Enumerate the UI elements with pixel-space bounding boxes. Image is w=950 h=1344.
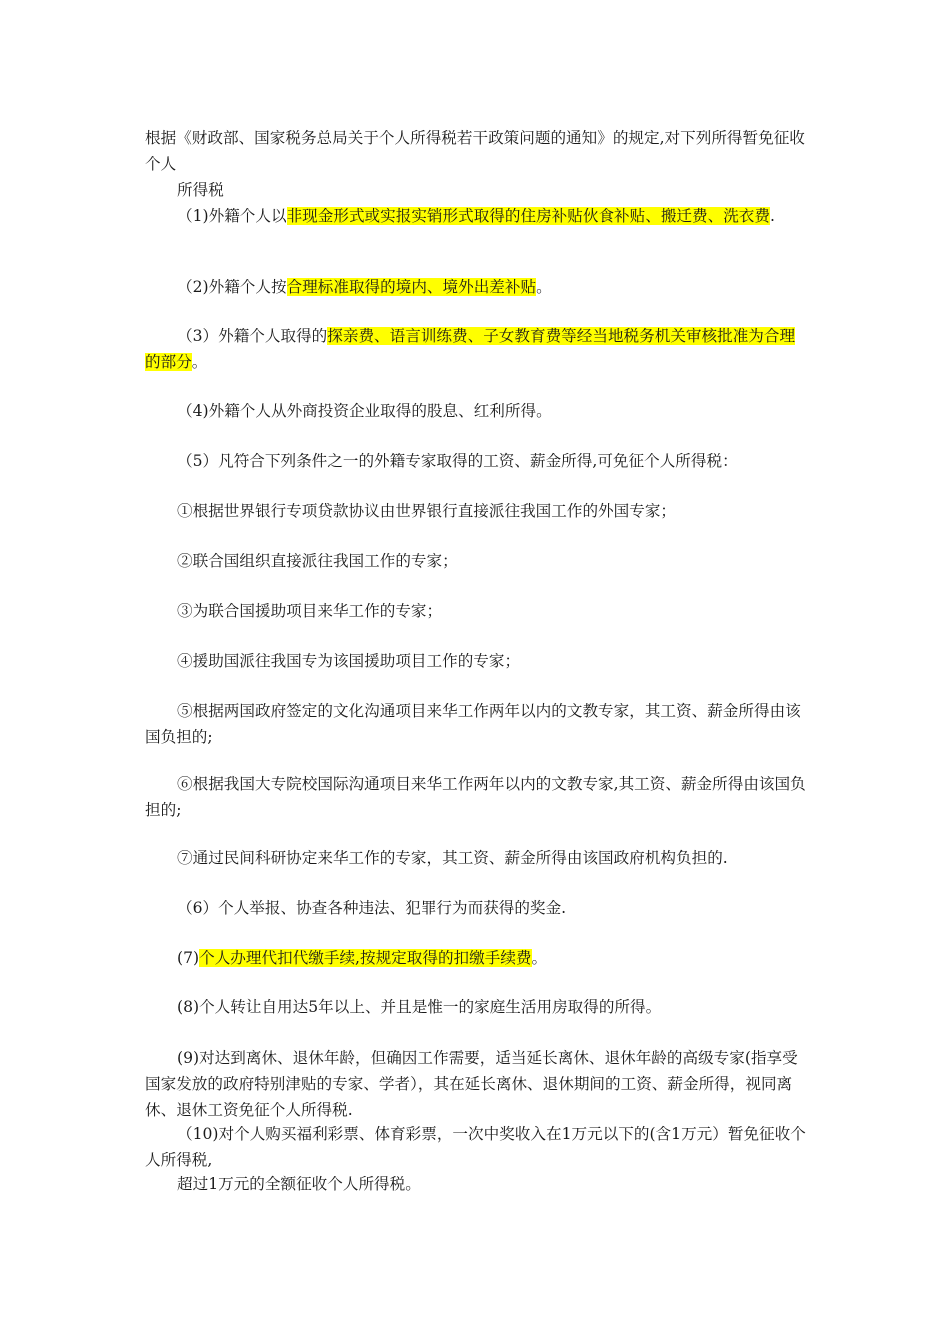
condition-6: ⑥根据我国大专院校国际沟通项目来华工作两年以内的文教专家,其工资、薪金所得由该国负担的;: [145, 775, 806, 819]
condition-3: ③为联合国援助项目来华工作的专家；: [177, 602, 443, 620]
item-4: （4)外籍个人从外商投资企业取得的股息、红利所得。: [177, 402, 552, 420]
condition-1: ①根据世界银行专项贷款协议由世界银行直接派往我国工作的外国专家；: [177, 502, 677, 520]
closing-line: 超过1万元的全额征收个人所得税。: [177, 1175, 421, 1193]
highlight-2: 合理标准取得的境内、境外出差补贴: [286, 278, 537, 296]
condition-2: ②联合国组织直接派往我国工作的专家；: [177, 552, 458, 570]
item-3: （3）外籍个人取得的探亲费、语言训练费、子女教育费等经当地税务机关审核批准为合理的部分。: [145, 327, 796, 371]
item-2: （2)外籍个人按合理标准取得的境内、境外出差补贴。: [177, 278, 552, 296]
highlight-3: 探亲费、语言训练费、子女教育费等经当地税务机关审核批准为合理的部分: [145, 327, 796, 371]
item-5: （5）凡符合下列条件之一的外籍专家取得的工资、薪金所得,可免征个人所得税：: [177, 452, 738, 470]
item-8: (8)个人转让自用达5年以上、并且是惟一的家庭生活用房取得的所得。: [177, 998, 662, 1016]
item-1: （1)外籍个人以非现金形式或实报实销形式取得的住房补贴伙食补贴、搬迁费、洗衣费.: [177, 207, 775, 225]
intro-continuation: 所得税: [177, 181, 224, 199]
item-9: (9)对达到离休、退休年龄，但确因工作需要，适当延长离休、退休年龄的高级专家(指享受国家发放的政府特别津贴的专家、学者），其在延长离休、退休期间的工资、薪金所得，视同离休、退休工资免征个人所得税.: [145, 1049, 798, 1119]
item-7: (7)个人办理代扣代缴手续,按规定取得的扣缴手续费。: [177, 949, 548, 967]
highlight-7: 个人办理代扣代缴手续,按规定取得的扣缴手续费: [199, 949, 532, 967]
item-10: （10)对个人购买福利彩票、体育彩票，一次中奖收入在1万元以下的(含1万元）暂免征收个人所得税,: [145, 1125, 806, 1169]
intro-paragraph: 根据《财政部、国家税务总局关于个人所得税若干政策问题的通知》的规定,对下列所得暂免征收个人: [145, 129, 805, 173]
condition-7: ⑦通过民间科研协定来华工作的专家，其工资、薪金所得由该国政府机构负担的.: [177, 849, 728, 867]
condition-5: ⑤根据两国政府签定的文化沟通项目来华工作两年以内的文教专家，其工资、薪金所得由该国负担的;: [145, 702, 801, 746]
highlight-1: 非现金形式或实报实销形式取得的住房补贴伙食补贴、搬迁费、洗衣费: [286, 207, 770, 225]
item-6: （6）个人举报、协查各种违法、犯罪行为而获得的奖金.: [177, 899, 567, 917]
condition-4: ④援助国派往我国专为该国援助项目工作的专家；: [177, 652, 521, 670]
